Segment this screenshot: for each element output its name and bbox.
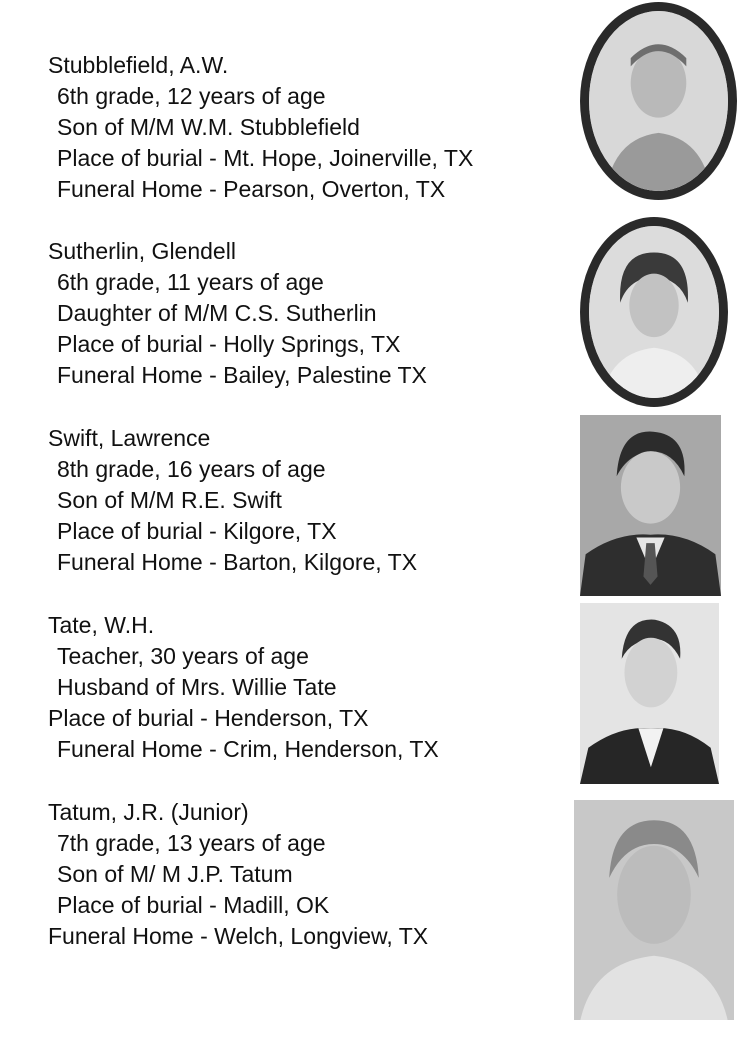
entry-parents: Son of M/M R.E. Swift <box>57 487 282 513</box>
entry-name: Sutherlin, Glendell <box>48 238 236 264</box>
entry-funeral-home: Funeral Home - Bailey, Palestine TX <box>57 362 427 388</box>
entry-burial: Place of burial - Madill, OK <box>57 892 330 918</box>
entry-grade-age: 6th grade, 12 years of age <box>57 83 326 109</box>
entry-burial: Place of burial - Henderson, TX <box>48 705 369 731</box>
entry-grade-age: 7th grade, 13 years of age <box>57 830 326 856</box>
portrait-photo-sutherlin <box>580 217 728 407</box>
entry-grade-age: 6th grade, 11 years of age <box>57 269 324 295</box>
entry-burial: Place of burial - Kilgore, TX <box>57 518 337 544</box>
entry-grade-age: 8th grade, 16 years of age <box>57 456 326 482</box>
entry-parents: Son of M/M W.M. Stubblefield <box>57 114 360 140</box>
entry-funeral-home: Funeral Home - Welch, Longview, TX <box>48 923 429 949</box>
entry-burial: Place of burial - Holly Springs, TX <box>57 331 401 357</box>
entry-parents: Daughter of M/M C.S. Sutherlin <box>57 300 377 326</box>
entry-grade-age: Teacher, 30 years of age <box>57 643 309 669</box>
portrait-photo-swift <box>580 415 721 596</box>
entry-name: Tate, W.H. <box>48 612 155 638</box>
entry-funeral-home: Funeral Home - Crim, Henderson, TX <box>57 736 439 762</box>
entry-parents: Son of M/ M J.P. Tatum <box>57 861 293 887</box>
entry-parents: Husband of Mrs. Willie Tate <box>57 674 337 700</box>
entry-name: Swift, Lawrence <box>48 425 211 451</box>
entry-funeral-home: Funeral Home - Pearson, Overton, TX <box>57 176 446 202</box>
portrait-photo-tatum <box>574 800 734 1020</box>
entry-burial: Place of burial - Mt. Hope, Joinerville, TX <box>57 145 474 171</box>
portrait-photo-stubblefield <box>580 2 737 200</box>
entry-name: Stubblefield, A.W. <box>48 52 229 78</box>
entry-name: Tatum, J.R. (Junior) <box>48 799 249 825</box>
entry-funeral-home: Funeral Home - Barton, Kilgore, TX <box>57 549 418 575</box>
portrait-photo-tate <box>580 603 719 784</box>
